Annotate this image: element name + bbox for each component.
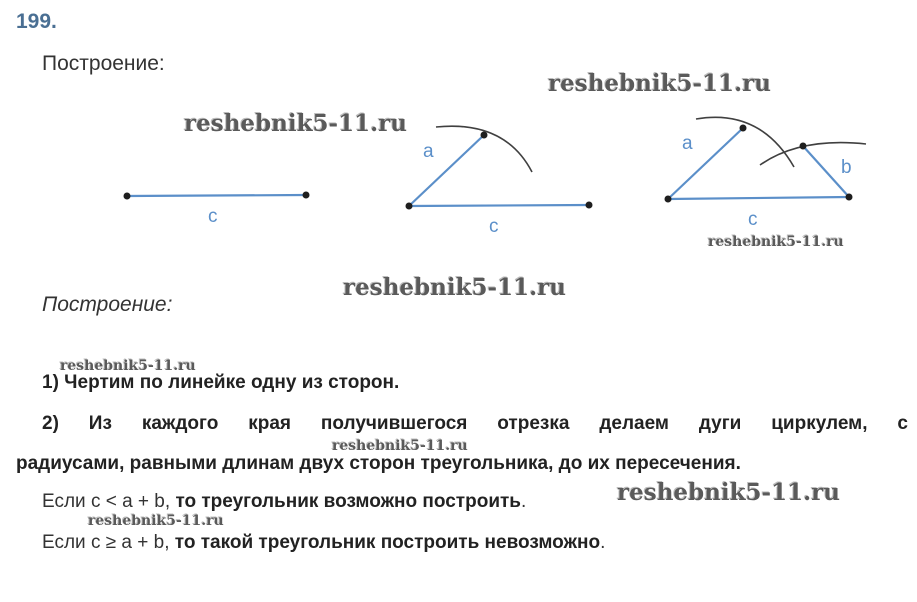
watermark: reshebnik5-11.ru [88,513,224,529]
endpoint-dot [303,192,310,199]
intersection-dot [481,132,488,139]
condition-impossible-bold: то такой треугольник построить невозможно [174,532,601,553]
label-a: a [423,141,434,162]
segment-a-line [409,135,484,206]
label-b: b [841,157,852,178]
condition-possible-suffix: . [521,491,527,512]
watermark: reshebnik5-11.ru [548,70,771,97]
figure-arc-side-a [406,126,593,237]
vertex-dot [800,143,807,150]
condition-possible-prefix: Если c < a + b, [42,491,176,512]
vertex-dot [740,125,747,132]
figure-segment-c [124,192,310,228]
condition-possible-bold: то треугольник возможно построить [175,491,521,512]
watermark: reshebnik5-11.ru [708,234,844,250]
label-a: a [682,133,693,154]
step-2-line-1: 2) Из каждого края получившегося отрезка делаем дуги циркулем, с [42,413,908,434]
watermark: reshebnik5-11.ru [343,274,566,301]
segment-a-line [668,128,743,199]
watermark: reshebnik5-11.ru [60,358,196,374]
condition-impossible-prefix: Если c ≥ a + b, [42,532,175,553]
endpoint-dot [406,203,413,210]
condition-impossible [42,532,605,554]
label-c: c [208,206,218,227]
label-c: c [489,216,499,237]
step-2-line-2: радиусами, равными длинам двух сторон треугольника, до их пересечения. [16,453,741,474]
vertex-dot [846,194,853,201]
endpoint-dot [124,193,131,200]
segment-c-line [127,195,306,196]
heading: Построение: [42,52,165,75]
watermark: reshebnik5-11.ru [332,438,468,454]
segment-c-line [409,205,589,206]
step-1: 1) Чертим по линейке одну из сторон. [42,372,400,393]
segment-c-line [668,197,849,199]
label-c: c [748,209,758,230]
vertex-dot [665,196,672,203]
watermark: reshebnik5-11.ru [184,110,407,137]
subheading: Построение: [42,293,173,316]
endpoint-dot [586,202,593,209]
figure-triangle [665,117,867,230]
condition-possible [42,491,526,513]
task-number: 199. [16,10,57,33]
condition-impossible-suffix: . [600,532,606,553]
watermark: reshebnik5-11.ru [617,479,840,506]
